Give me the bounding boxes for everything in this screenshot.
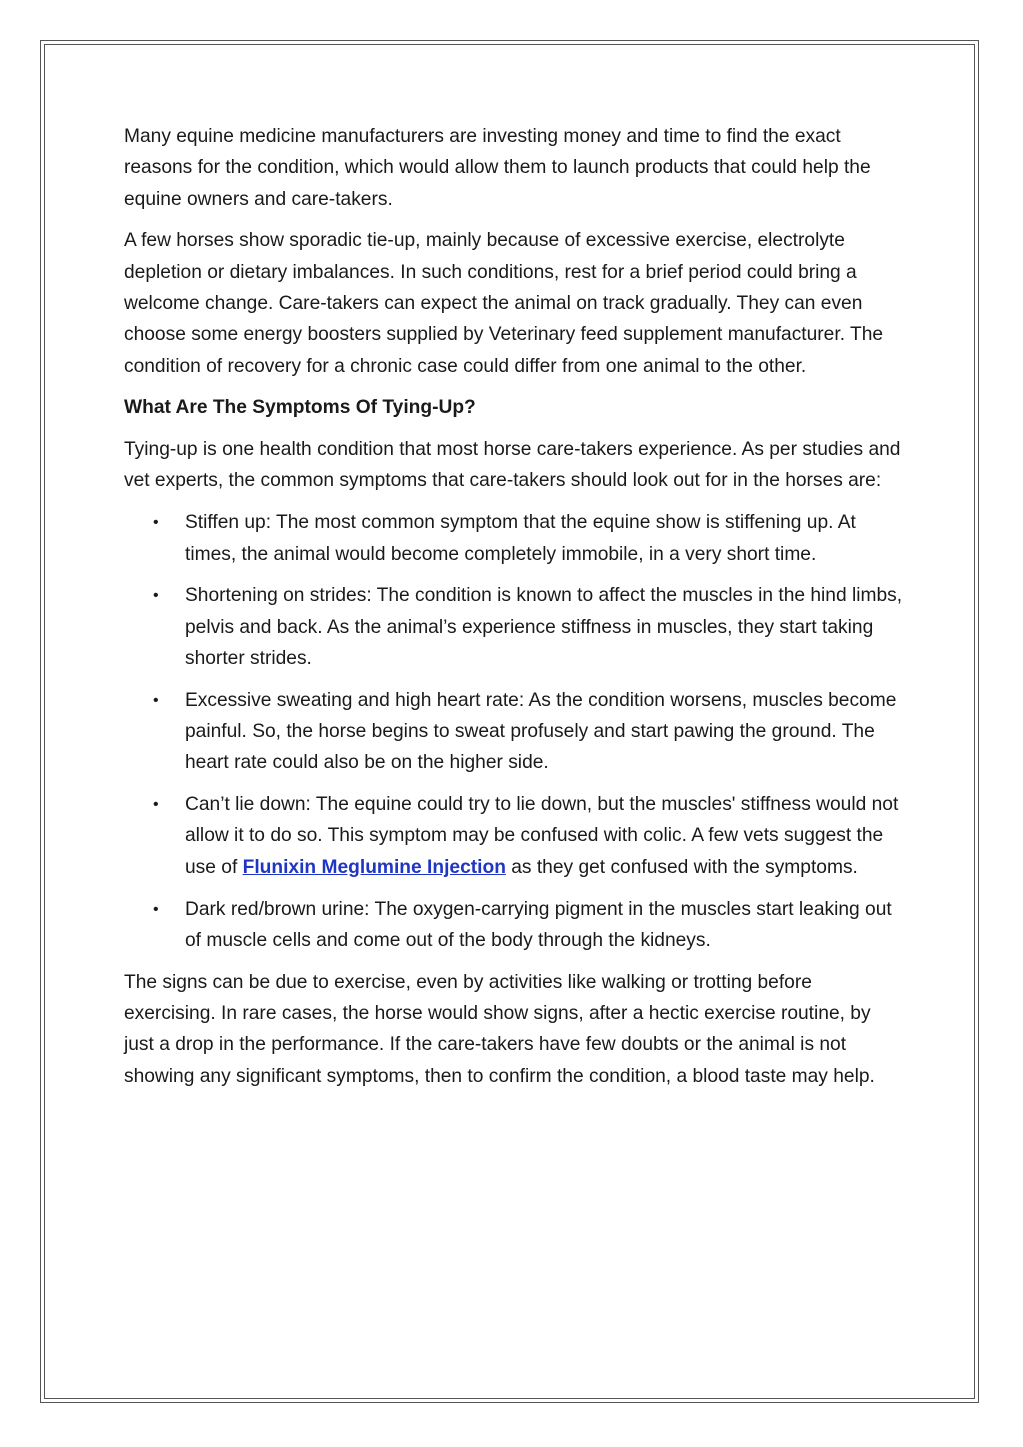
list-item-excessive-sweating bbox=[124, 685, 904, 779]
bullet-icon: • bbox=[153, 796, 159, 814]
list-item-text: Dark red/brown urine: The oxygen-carrying pigment in the muscles start leaking out of muscle cells and come out of the body through the kidneys. bbox=[185, 898, 892, 951]
paragraph-signs-exercise: The signs can be due to exercise, even by activities like walking or trotting before exercising. In rare cases, the horse would show signs, after a hectic exercise routine, by just a drop in the performance. If the care-takers have few doubts or the animal is not showing any significant symptoms, then to confirm the condition, a blood taste may help. bbox=[124, 971, 875, 1087]
document-body bbox=[124, 121, 904, 1102]
flunixin-meglumine-injection-link[interactable]: Flunixin Meglumine Injection bbox=[242, 856, 506, 878]
paragraph-tying-up-intro: Tying-up is one health condition that most horse care-takers experience. As per studies and vet experts, the common symptoms that care-takers should look out for in the horses are: bbox=[124, 439, 901, 492]
list-item-text-before-link: Can’t lie down: The equine could try to lie down, but the muscles' stiffness would not allow it to do so. This symptom may be confused with colic. A few vets suggest the use of bbox=[185, 794, 899, 878]
list-item-text: Stiffen up: The most common symptom that the equine show is stiffening up. At times, the animal would become completely immobile, in a very short time. bbox=[185, 512, 856, 565]
list-item-text: Excessive sweating and high heart rate: As the condition worsens, muscles become painful. So, the horse begins to sweat profusely and start pawing the ground. The heart rate could also be on the higher side. bbox=[185, 689, 897, 774]
list-item-shortening-strides bbox=[124, 580, 904, 674]
list-item-cant-lie-down bbox=[124, 789, 904, 883]
bullet-icon: • bbox=[153, 900, 159, 918]
bullet-icon: • bbox=[153, 691, 159, 709]
bullet-icon: • bbox=[153, 514, 159, 532]
list-item-text-after-link: as they get confused with the symptoms. bbox=[505, 856, 858, 878]
bullet-icon: • bbox=[153, 587, 159, 605]
list-item-text: Shortening on strides: The condition is known to affect the muscles in the hind limbs, pelvis and back. As the animal’s experience stiffness in muscles, they start taking shorter strides. bbox=[185, 585, 903, 669]
symptoms-list bbox=[124, 507, 904, 956]
paragraph-manufacturers: Many equine medicine manufacturers are investing money and time to find the exact reasons for the condition, which would allow them to launch products that could help the equine owners and care-takers. bbox=[124, 126, 871, 210]
paragraph-sporadic-tie-up: A few horses show sporadic tie-up, mainly because of excessive exercise, electrolyte depletion or dietary imbalances. In such conditions, rest for a brief period could bring a welcome change. Care-takers can expect the animal on track gradually. They can even choose some energy boosters supplied by Veterinary feed supplement manufacturer. The condition of recovery for a chronic case could differ from one animal to the other. bbox=[124, 230, 884, 377]
list-item-stiffen-up bbox=[124, 507, 904, 570]
list-item-dark-urine bbox=[124, 894, 904, 957]
section-heading-symptoms: What Are The Symptoms Of Tying-Up? bbox=[124, 397, 476, 419]
